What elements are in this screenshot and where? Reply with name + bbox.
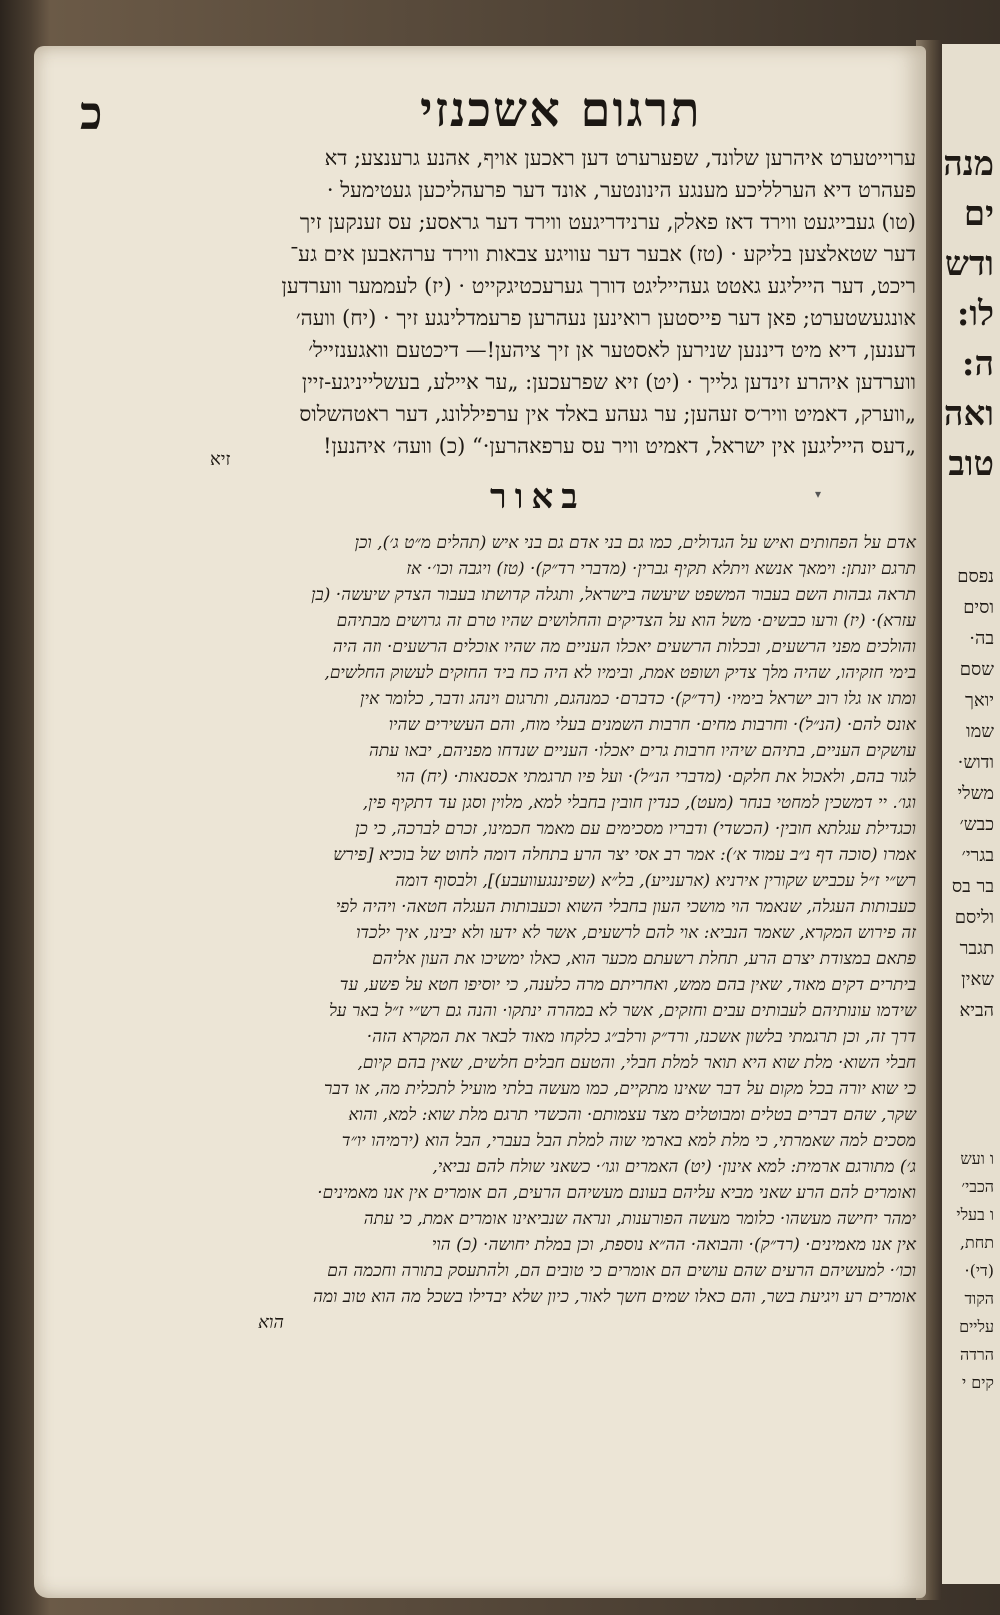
facing-line: וסים <box>963 597 994 618</box>
facing-line: טוב <box>948 444 994 484</box>
facing-line: תחת, <box>959 1233 994 1252</box>
facing-line: ואה <box>943 394 994 434</box>
facing-line: ו בעלי <box>956 1205 994 1224</box>
facing-line: הקוד <box>964 1289 994 1308</box>
text-line: ווערדען איהרע זינדען גלייך · (יט) זיא שפרעכען: „ער איילע, בעשלייניגע-זיין <box>301 370 916 394</box>
facing-line: שסם <box>959 659 994 680</box>
facing-line: ודוש· <box>957 752 994 773</box>
facing-line: (די)· <box>964 1261 994 1280</box>
text-line: דענען, דיא מיט דיננען שנירען לאסטער אן זיך ציהען!— דיכטעם וואגענזייל׳ <box>308 338 916 362</box>
facing-line: ודש <box>944 244 994 284</box>
commentary-line: עזרא)· (יז) ורעו כבשים· משל הוא על הצדיקים והחלושים שהיו טרם זה גרושים מבתיהם <box>336 611 916 631</box>
section-heading: באור <box>490 477 586 517</box>
commentary-line: בימי חזקיהו, שהיה מלך צדיק ושופט אמת, ובימיו לא היה כח ביד החזקים לעשוק החלשים, <box>324 663 916 683</box>
facing-line: משלי <box>957 783 994 804</box>
text-line: „דעס הייליגען אין ישראל, דאמיט וויר עס ערפאהרען·“ (כ) וועה׳ איהנען! <box>323 434 916 458</box>
commentary-line: זה פירוש המקרא, שאמר הנביא: אוי להם לרשעים, אשר לא ידעו ולא יבינו, איך ילכדו <box>356 923 916 943</box>
facing-line: הכבי׳ <box>961 1177 994 1196</box>
commentary-line: עושקים העניים, בתיהם שיהיו חרבות גרים יאכלו· העניים שנדחו מפניהם, יבאו עתה <box>369 741 916 761</box>
commentary-line: ימהר יחישה מעשהו· כלומר מעשה הפורענות, ונראה שנביאינו אומרים אמת, כי עתה <box>363 1209 916 1229</box>
text-line: דער שטאלצען בליקע · (טז) אבער דער עוויגע צבאות ווירד ערהאבען אים גע־ <box>290 242 916 266</box>
facing-line: בה· <box>969 628 994 649</box>
catchword: זיא <box>210 449 231 470</box>
commentary-line: ומתו או גלו רוב ישראל בימיו· (רד״ק)· כדברם· כמנהגם, ותרגום וינהג ודבר, כלומר אין <box>360 689 916 709</box>
commentary-line: אדם על הפחותים ואיש על הגדולים, כמו גם בני אדם גם בני איש (תהלים מ״ט ג׳), וכן <box>354 533 916 553</box>
commentary-line: מסכים למה שאמרתי, כי מלת למא בארמי שוה למלת הבל בעברי, הבל הוא (ירמיהו יו״ד <box>341 1131 916 1151</box>
facing-line: מנה <box>943 144 994 184</box>
text-line: „ווערק, דאמיט וויר׳ס זעהען; ער געהע באלד אין ערפיללונג, דער ראטהשלוס <box>299 402 916 426</box>
commentary-line: אומרים רע ויגיעת בשר, והם כאלו שמים חשך לאור, כיון שלא יבדילו בשכל מה הוא טוב ומה <box>312 1287 916 1307</box>
commentary-line: ג׳) מתורגם ארמית: למא אינון· (יט) האמרים וגו׳· כשאני שולח להם נביאי, <box>432 1157 916 1177</box>
commentary-line: אונס להם· (הנ״ל)· וחרבות מחים· חרבות השמנים בעלי מוח, והם העשירים שהיו <box>388 715 916 735</box>
catchword: הוא <box>258 1312 284 1333</box>
text-line: אונגעשטערט; פאן דער פייסטען רואינען נעהרען פרעמדלינגע זיך · (יח) וועה׳ <box>295 306 916 330</box>
commentary-line: וכגדילת עגלתא חובין· (הכשדי) ודבריו מסכימים עם מאמר חכמינו, זכרם לברכה, כי כן <box>355 819 916 839</box>
commentary-line: והולכים מפני הרשעים, ובכלות הרשעים יאכלו העניים מה שהיו אוכלים הרשעים· וזה היה <box>332 637 916 657</box>
commentary-line: שקר, שהם דברים בטלים ומבוטלים מצד עצמותם· והכשדי תרגם מלת שוא: למא, והוא <box>348 1105 916 1125</box>
commentary-line: אין אנו מאמינים· (רד״ק)· והבואה· הה״א נוספת, וכן במלת יחושה· (כ) הוי <box>431 1235 916 1255</box>
facing-line: הרדה <box>960 1345 994 1364</box>
commentary-line: לגור בהם, ולאכול את חלקם· (מדברי הנ״ל)· ועל פיו תרגמתי אכסנאות· (יח) הוי <box>396 767 916 787</box>
facing-line: כבש׳ <box>959 814 994 835</box>
commentary-line: וגו׳. יי דמשכין למחטי בנחר (מעט), כנדין חובין בחבלי למא, מלוין וסגן עד דתקיף פין, <box>362 793 916 813</box>
facing-line: בר בס <box>951 876 994 897</box>
commentary-line: וכו׳· למעשיהם הרעים שהם עושים הם אומרים כי טובים הם, ולהתעסק בתורה וחכמה הם <box>327 1261 916 1281</box>
commentary-line: פתאם במצודת יצרם הרע, תחלת רשעתם מכער הוא, כאלו ימשיכו את העון אליהם <box>372 949 916 969</box>
facing-line: לו: <box>956 294 994 334</box>
facing-line: עליים <box>959 1317 994 1336</box>
facing-line: וליסם <box>954 907 994 928</box>
text-line: ערוייטערט איהרען שלונד, שפערערט דען ראכען אויף, אהנע גרענצע; דא <box>324 146 916 170</box>
facing-line: קים י <box>961 1373 994 1392</box>
text-line: ריכט, דער הייליגע גאטט געהייליגט דורך גערעכטיגקייט · (יז) לעממער ווערדען <box>281 274 916 298</box>
printer-mark: ▾ <box>815 487 822 501</box>
facing-line: נפסם <box>957 566 994 587</box>
commentary-line: דרך זה, וכן תרגמתי בלשון אשכנז, ורד״ק ורלב״ג כלקחו מאוד לבאר את המקרא הזה· <box>366 1027 916 1047</box>
commentary-line: רש״י ז״ל עכביש שקורין אירניא (ארענייע), בל״א (שפיננגעוועבע)], ולבסוף דומה <box>395 871 916 891</box>
commentary-line: תראה גבהות השם בעבור המשפט שיעשה בישראל, ותגלה קדושתו בעבור הצדק שיעשה· (בן <box>311 585 916 605</box>
commentary-line: ואומרים להם הרע שאני מביא עליהם בעונם מעשיהם הרעים, הם אומרים אין אנו מאמינים· <box>317 1183 916 1203</box>
running-title: תרגום אשכנזי <box>420 82 702 138</box>
page-number: כ <box>80 86 103 140</box>
facing-line: בגרי׳ <box>961 845 994 866</box>
commentary-line: כעבותות העגלה, שנאמר הוי מושכי העון בחבלי השוא וכעבותות העגלה חטאה· ויהיה לפי <box>335 897 916 917</box>
commentary-line: כי שוא יורה בכל מקום על דבר שאינו מתקיים, כמו מעשה בלתי מועיל לתכלית מה, או דבר <box>323 1079 916 1099</box>
commentary-line: שידמו עונותיהם לעבותים עבים וחזקים, אשר לא במהרה ינתקו· והנה גם רש״י ז״ל באר על <box>328 1001 916 1021</box>
facing-line: יואך <box>965 690 994 711</box>
facing-page-edge <box>942 44 1000 1584</box>
commentary-line: ביתרים דקים מאוד, שאין בהם ממש, ואחריתם מרה כלענה, כי יוסיפו חטא על פשע, עד <box>339 975 916 995</box>
text-line: (טו) געבייגעט ווירד דאז פאלק, ערנידריגעט ווירד דער גראסע; עס זענקען זיך <box>299 210 916 234</box>
commentary-line: חבלי השוא· מלת שוא היא תואר למלת חבלי, והטעם חבלים חלשים, שאין בהם קיום, <box>357 1053 916 1073</box>
commentary-line: תרגם יונתן: וימאך אנשא ויתלא תקיף גברין· (מדברי רד״ק)· (טז) ויגבה וכו׳· אז <box>406 559 916 579</box>
facing-line: שמו <box>965 721 994 742</box>
facing-line: הביא <box>959 1000 994 1021</box>
facing-line: ו ועש <box>960 1149 994 1168</box>
facing-line: ים <box>963 194 994 234</box>
facing-line: תגבר <box>959 938 994 959</box>
commentary-line: אמרו (סוכה דף נ״ב עמוד א׳): אמר רב אסי יצר הרע בתחלה דומה לחוט של בוכיא [פירש <box>333 845 916 865</box>
facing-line: ה: <box>961 344 994 384</box>
facing-line: שאין <box>961 969 994 990</box>
text-line: פעהרט דיא הערלליכע מענגע הינונטער, אונד דער פרעהליכען געטימעל · <box>326 178 916 202</box>
